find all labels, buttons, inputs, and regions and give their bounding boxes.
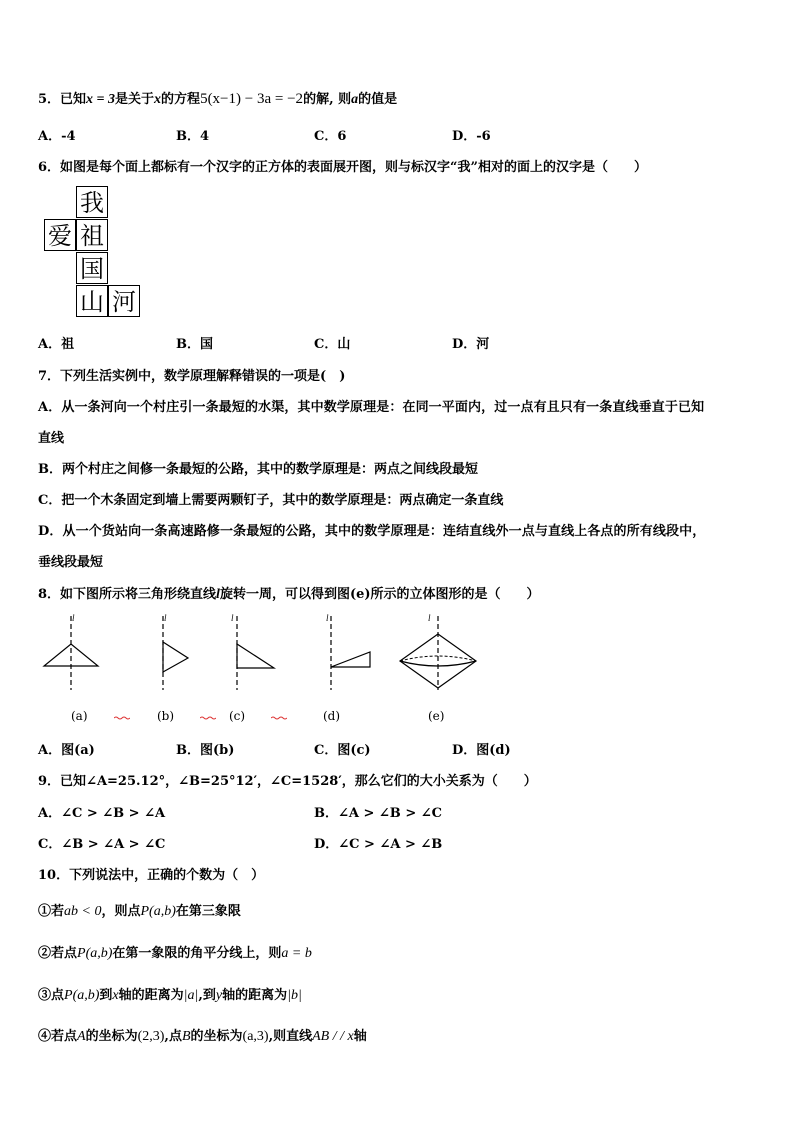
q5-option-b[interactable]: B．4 — [176, 129, 210, 144]
q5-equation: 5(x−1) − 3a = −2 — [200, 91, 304, 107]
q7-option-b[interactable]: B．两个村庄之间修一条最短的公路，其中的数学原理是：两点之间线段最短 — [38, 462, 478, 477]
q8-line-l: l — [216, 587, 220, 602]
axis-label-e: l — [428, 613, 431, 623]
q8-stem — [38, 583, 540, 603]
q6-option-b[interactable]: B．国 — [176, 337, 213, 352]
q9-option-c[interactable]: C．∠B > ∠A > ∠C — [38, 837, 166, 852]
q10-stem: 10．下列说法中，正确的个数为（ ） — [38, 868, 265, 883]
cube-face-wo: 我 — [76, 186, 108, 218]
cube-face-he: 河 — [108, 285, 140, 317]
cube-face-guo: 国 — [76, 252, 108, 284]
q8-option-c[interactable]: C．图(c) — [314, 743, 371, 758]
q5-var-x: x — [154, 92, 162, 107]
q5-prefix: 5．已知 — [38, 92, 87, 107]
q5-var-a: a — [351, 92, 359, 107]
q5-text: 是关于 — [115, 92, 155, 107]
q7-option-a-cont: 直线 — [38, 431, 65, 446]
q10-statement-3: ③点P(a,b)到x轴的距离为|a|,到y轴的距离为|b| — [38, 988, 302, 1003]
q8-option-d[interactable]: D．图(d) — [452, 743, 511, 758]
figure-d — [326, 613, 370, 690]
figure-b — [163, 613, 188, 690]
figure-a — [44, 613, 98, 690]
q8-figures — [0, 610, 794, 710]
q9-stem: 9．已知∠A=25.12°，∠B=25°12′，∠C=1528′，那么它们的大小关系为（ ） — [38, 774, 537, 789]
q8-option-a[interactable]: A．图(a) — [38, 743, 95, 758]
cube-face-zu: 祖 — [76, 219, 108, 251]
q9-option-a[interactable]: A．∠C > ∠B > ∠A — [38, 806, 166, 821]
q6-option-c[interactable]: C．山 — [314, 337, 351, 352]
q8-text: 旋转一周，可以得到图(e)所示的立体图形的是（ ） — [219, 587, 540, 602]
axis-label-c: l — [231, 613, 234, 623]
q5-option-a[interactable]: A．-4 — [38, 129, 76, 144]
q5-eq-x: x = 3 — [86, 92, 116, 107]
q5-text: 的方程 — [161, 92, 201, 107]
q10-statement-2: ②若点P(a,b)在第一象限的角平分线上，则a = b — [38, 946, 312, 961]
q7-option-d-cont: 垂线段最短 — [38, 555, 104, 570]
q5-text: 的值是 — [358, 92, 398, 107]
q10-statement-1: ①若ab < 0，则点P(a,b)在第三象限 — [38, 904, 241, 919]
q7-stem: 7．下列生活实例中，数学原理解释错误的一项是( ) — [38, 369, 346, 384]
q6-stem: 6．如图是每个面上都标有一个汉字的正方体的表面展开图，则与标汉字“我”相对的面上的汉字是（ ） — [38, 160, 648, 175]
q7-option-d[interactable]: D．从一个货站向一条高速路修一条最短的公路，其中的数学原理是：连结直线外一点与直线上各点的所有线段中， — [38, 524, 706, 539]
figure-a-label: (a) — [71, 709, 88, 723]
q5-stem — [38, 88, 397, 108]
figure-e-label: (e) — [428, 709, 445, 723]
q7-option-a[interactable]: A．从一条河向一个村庄引一条最短的水渠，其中数学原理是：在同一平面内，过一点有且只有一条直线垂直于已知 — [38, 400, 705, 415]
cube-face-ai: 爱 — [44, 219, 76, 251]
q6-option-a[interactable]: A．祖 — [38, 337, 75, 352]
axis-label-a: l — [72, 613, 75, 623]
figure-d-label: (d) — [323, 709, 341, 723]
figure-b-label: (b) — [157, 709, 175, 723]
spellcheck-squiggle — [271, 716, 287, 720]
figure-c — [231, 613, 274, 690]
q9-option-d[interactable]: D．∠C > ∠A > ∠B — [314, 837, 443, 852]
figure-c-label: (c) — [229, 709, 246, 723]
q5-text: 的解, 则 — [303, 92, 352, 107]
axis-label-d: l — [326, 613, 329, 623]
figure-e — [400, 613, 476, 690]
q5-option-c[interactable]: C．6 — [314, 129, 347, 144]
q7-option-c[interactable]: C．把一个木条固定到墙上需要两颗钉子，其中的数学原理是：两点确定一条直线 — [38, 493, 504, 508]
axis-label-b: l — [164, 613, 167, 623]
q8-option-b[interactable]: B．图(b) — [176, 743, 235, 758]
cube-face-shan: 山 — [76, 285, 108, 317]
q10-statement-4: ④若点A的坐标为(2,3),点B的坐标为(a,3),则直线AB / / x轴 — [38, 1029, 367, 1044]
q5-option-d[interactable]: D．-6 — [452, 129, 491, 144]
q6-option-d[interactable]: D．河 — [452, 337, 490, 352]
spellcheck-squiggle — [200, 716, 216, 720]
q8-text: 8．如下图所示将三角形绕直线 — [38, 587, 217, 602]
spellcheck-squiggle — [114, 716, 130, 720]
q9-option-b[interactable]: B．∠A > ∠B > ∠C — [314, 806, 442, 821]
